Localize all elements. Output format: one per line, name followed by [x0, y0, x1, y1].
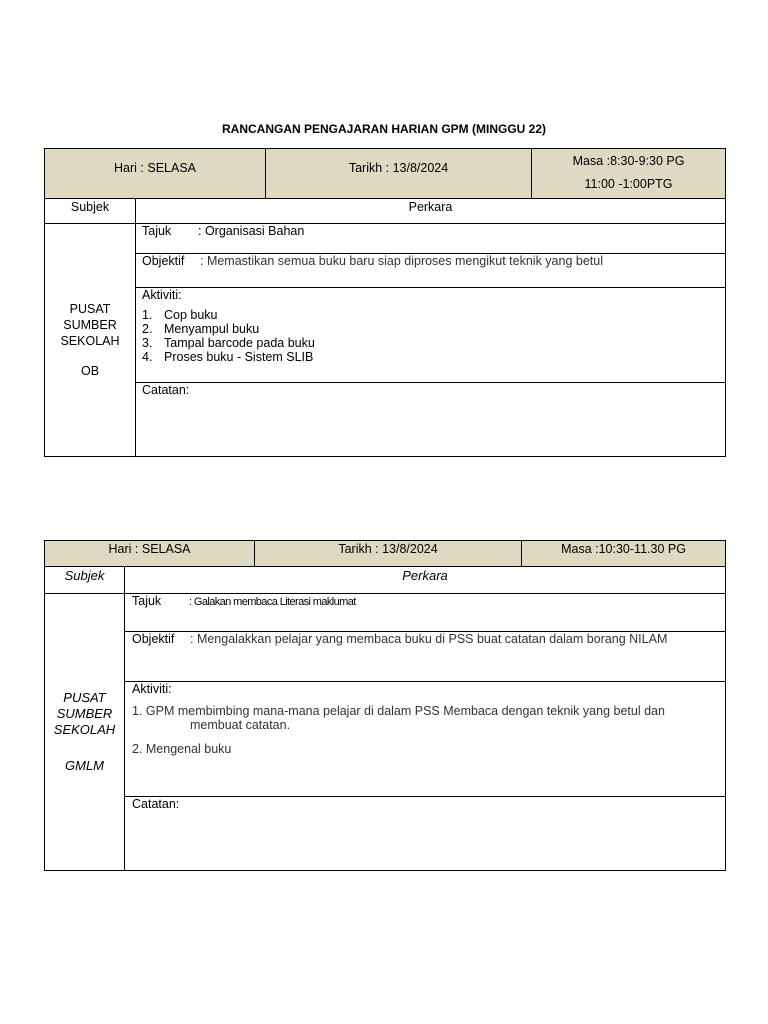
- matter-header: Perkara: [125, 567, 726, 594]
- subject-code: OB: [80, 364, 100, 378]
- topic-label: Tajuk: [132, 594, 162, 608]
- date-cell: [266, 149, 532, 199]
- activities-label: Aktiviti:: [132, 682, 172, 696]
- day-text: Hari : SELASA: [114, 161, 196, 175]
- topic-row: [136, 224, 726, 254]
- subject-cell: [45, 594, 125, 871]
- matter-header: Perkara: [136, 199, 726, 224]
- subject-line-3: SEKOLAH: [53, 722, 116, 737]
- day-cell: [45, 149, 266, 199]
- list-item: 2. Menyampul buku: [142, 322, 260, 336]
- activities-label: Aktiviti:: [142, 288, 182, 302]
- activity-2: 2. Mengenal buku: [132, 742, 232, 756]
- notes-row: [136, 383, 726, 457]
- topic-value: : Galakan membaca Literasi maklumat: [189, 596, 356, 608]
- subject-line-1: PUSAT: [69, 302, 111, 316]
- lesson-plan-table-1: [44, 148, 726, 457]
- notes-label: Catatan:: [132, 797, 180, 811]
- subject-line-2: SUMBER: [56, 706, 113, 721]
- objective-row: [125, 632, 726, 682]
- time-text: Masa :10:30-11.30 PG: [561, 542, 686, 556]
- topic-value: : Organisasi Bahan: [198, 224, 305, 238]
- time-text-2: 11:00 -1:00PTG: [584, 177, 673, 191]
- list-item: 1. Cop buku: [142, 308, 218, 322]
- objective-value: : Memastikan semua buku baru siap diproses mengikut teknik yang betul: [200, 254, 603, 268]
- notes-label: Catatan:: [142, 383, 190, 397]
- subject-header: Subjek: [45, 199, 136, 224]
- objective-label: Objektif: [132, 632, 175, 646]
- objective-value: : Mengalakkan pelajar yang membaca buku di PSS buat catatan dalam borang NILAM: [190, 632, 668, 646]
- topic-label: Tajuk: [142, 224, 172, 238]
- subject-line-3: SEKOLAH: [60, 334, 120, 348]
- objective-row: [136, 254, 726, 288]
- activity-1: 1. GPM membimbing mana-mana pelajar di dalam PSS Membaca dengan teknik yang betul dan membuat catatan.: [132, 704, 665, 732]
- objective-label: Objektif: [142, 254, 185, 268]
- subject-line-2: SUMBER: [63, 318, 117, 332]
- day-text: Hari : SELASA: [108, 542, 191, 556]
- subject-header: Subjek: [45, 567, 125, 594]
- activities-list: [142, 308, 719, 364]
- time-cell: [532, 149, 726, 199]
- topic-row: [125, 594, 726, 632]
- subject-line-1: PUSAT: [63, 690, 106, 705]
- time-text-1: Masa :8:30-9:30 PG: [572, 154, 685, 168]
- subject-code: GMLM: [65, 758, 104, 773]
- date-text: Tarikh : 13/8/2024: [348, 161, 449, 175]
- list-item: 4. Proses buku - Sistem SLIB: [142, 350, 314, 364]
- list-item: 3. Tampal barcode pada buku: [142, 336, 315, 350]
- activities-row: [136, 288, 726, 383]
- activities-row: [125, 682, 726, 797]
- day-cell: [45, 541, 255, 567]
- lesson-plan-table-2: [44, 540, 726, 871]
- time-cell: [522, 541, 726, 567]
- notes-row: [125, 797, 726, 871]
- subject-cell: [45, 224, 136, 457]
- date-text: Tarikh : 13/8/2024: [338, 542, 438, 556]
- date-cell: [255, 541, 522, 567]
- document-title: RANCANGAN PENGAJARAN HARIAN GPM (MINGGU 22): [221, 122, 546, 136]
